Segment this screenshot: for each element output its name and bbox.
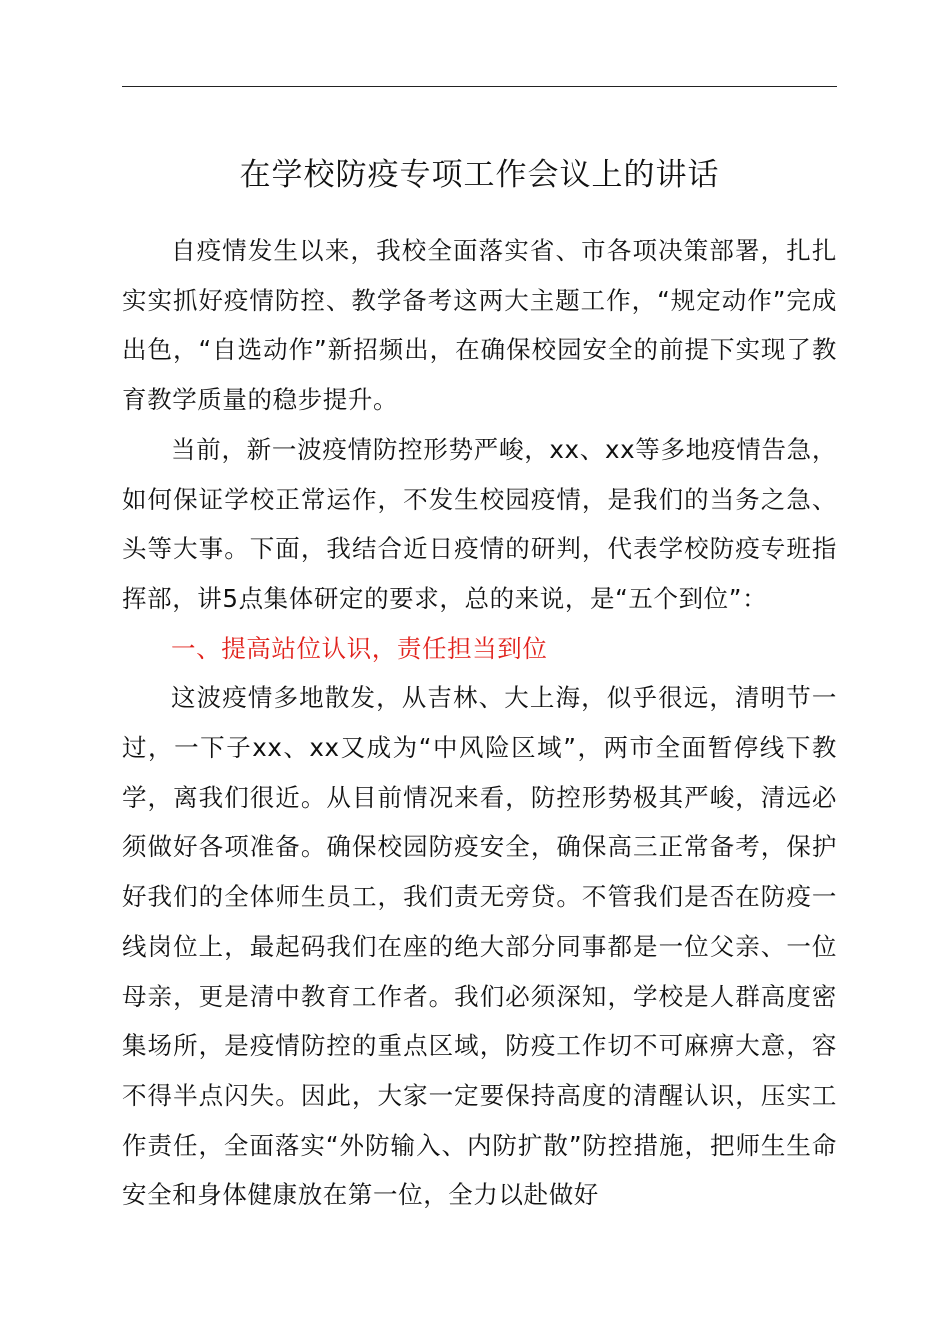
paragraph-section-1: 这波疫情多地散发，从吉林、大上海，似乎很远，清明节一过，一下子xx、xx又成为“中风险区域”，两市全面暂停线下教学，离我们很近。从目前情况来看，防控形势极其严峻，清远必须做好各项准备。确保校园防疫安全，确保高三正常备考，保护好我们的全体师生员工，我们责无旁贷。不管我们是否在防疫一线岗位上，最起码我们在座的绝大部分同事都是一位父亲、一位母亲，更是清中教育工作者。我们必须深知，学校是人群高度密集场所，是疫情防控的重点区域，防疫工作切不可麻痹大意，容不得半点闪失。因此，大家一定要保持高度的清醒认识，压实工作责任，全面落实“外防输入、内防扩散”防控措施，把师生生命安全和身体健康放在第一位，全力以赴做好	[122, 683, 837, 1210]
paragraph-current-situation: 当前，新一波疫情防控形势严峻，xx、xx等多地疫情告急，如何保证学校正常运作，不发生校园疫情，是我们的当务之急、头等大事。下面，我结合近日疫情的研判，代表学校防疫专班指挥部，讲5点集体研定的要求，总的来说，是“五个到位”：	[122, 434, 837, 613]
document-body	[122, 226, 837, 1220]
paragraph-intro: 自疫情发生以来，我校全面落实省、市各项决策部署，扎扎实实抓好疫情防控、教学备考这两大主题工作，“规定动作”完成出色，“自选动作”新招频出，在确保校园安全的前提下实现了教育教学质量的稳步提升。	[122, 236, 837, 415]
document-title: 在学校防疫专项工作会议上的讲话	[239, 157, 720, 193]
header-rule	[122, 86, 837, 87]
section-heading-1: 一、提高站位认识，责任担当到位	[171, 633, 548, 663]
